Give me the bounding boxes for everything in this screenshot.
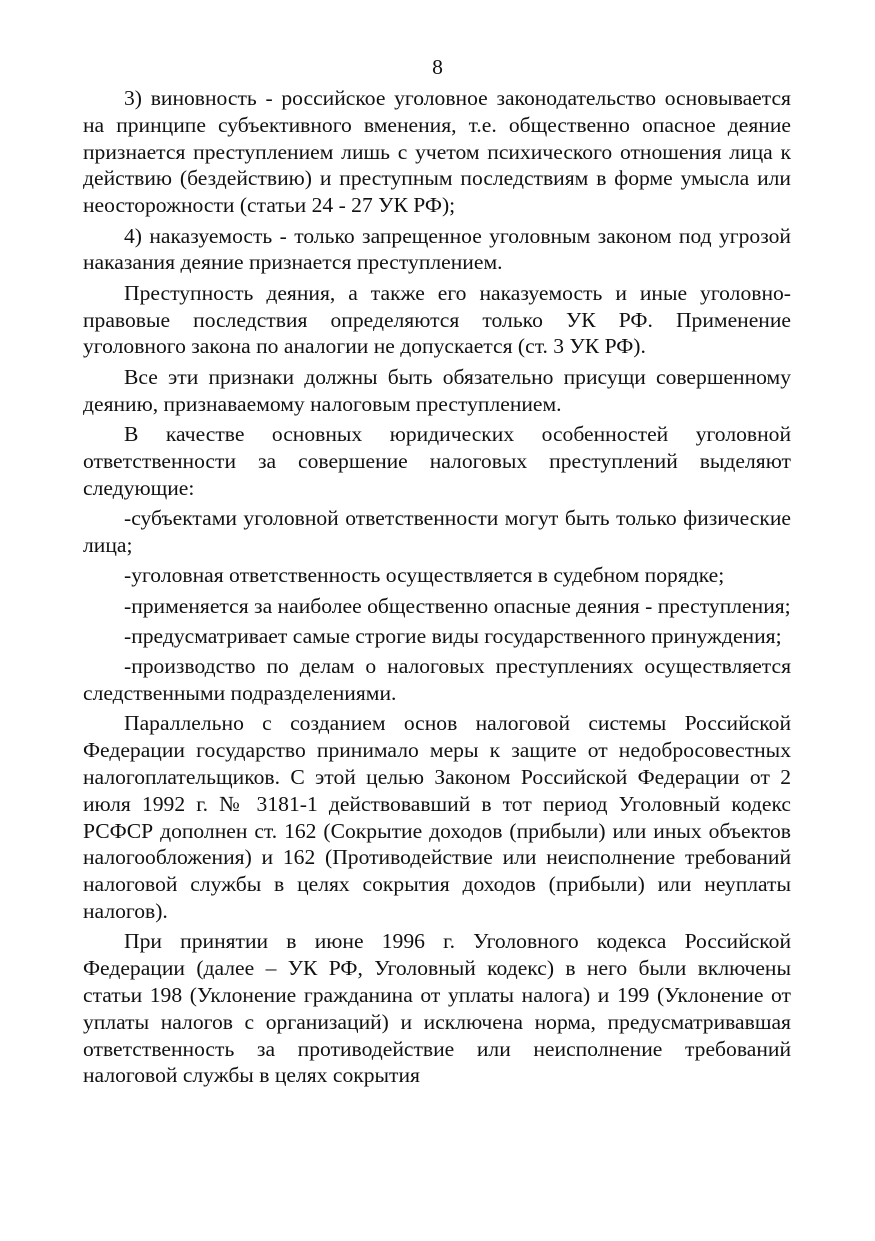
list-item-subjects: -субъектами уголовной ответственности могут быть только физические лица; (83, 505, 791, 557)
paragraph-all-features: Все эти признаки должны быть обязательно присущи совершенному деянию, признаваемому налоговым преступлением. (83, 364, 791, 416)
list-item-strict-coercion: -предусматривает самые строгие виды государственного принуждения; (124, 623, 782, 648)
paragraph-criminality-definition: Преступность деяния, а также его наказуемость и иные уголовно-правовые последствия определяются только УК РФ. Применение уголовного закона по аналогии не допускается (ст. 3 УК РФ). (83, 280, 791, 359)
paragraph-legal-features-intro: В качестве основных юридических особенностей уголовной ответственности за совершение налоговых преступлений выделяют следующие: (83, 421, 791, 500)
page-number: 8 (432, 55, 443, 79)
paragraph-criminal-code-1996: При принятии в июне 1996 г. Уголовного кодекса Российской Федерации (далее – УК РФ, Уголовный кодекс) в него были включены статьи 198 (Уклонение гражданина от уплаты налога) и 199 (Уклонение от уплаты налогов с организаций) и исключена норма, предусматривавшая ответственность за противодействие или неисполнение требований налоговой службы в целях сокрытия (83, 929, 791, 1088)
list-item-dangerous-acts: -применяется за наиболее общественно опасные деяния - преступления; (124, 593, 791, 618)
paragraph-guilt: 3) виновность - российское уголовное законодательство основывается на принципе субъективного вменения, т.е. общественно опасное деяние признается преступлением лишь с учетом психического отношения лица к действию (бездействию) и преступным последствиям в форме умысла или неосторожности (статьи 24 - 27 УК РФ); (83, 86, 791, 218)
document-body (83, 85, 791, 1089)
list-item-judicial-order: -уголовная ответственность осуществляется в судебном порядке; (124, 563, 725, 588)
paragraph-tax-system-history: Параллельно с созданием основ налоговой системы Российской Федерации государство принимало меры к защите от недобросовестных налогоплательщиков. С этой целью Законом Российской Федерации от 2 июля 1992 г. № 3181-1 действовавший в тот период Уголовный кодекс РСФСР дополнен ст. 162 (Сокрытие доходов (прибыли) или иных объектов налогообложения) и 162 (Противодействие или неисполнение требований налоговой службы в целях сокрытия доходов (прибыли) или неуплаты налогов). (83, 711, 791, 924)
list-item-investigative-units: -производство по делам о налоговых преступлениях осуществляется следственными подразделениями. (83, 654, 791, 706)
paragraph-punishability: 4) наказуемость - только запрещенное уголовным законом под угрозой наказания деяние признается преступлением. (83, 223, 791, 275)
